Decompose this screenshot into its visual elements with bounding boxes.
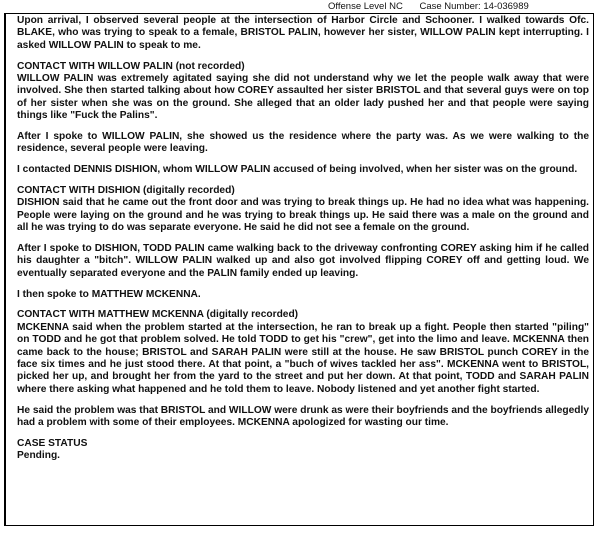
section-heading-case-status: CASE STATUS	[17, 437, 88, 449]
section-willow-palin	[17, 61, 589, 123]
case-number: Case Number: 14-036989	[419, 1, 529, 12]
paragraph-willow: WILLOW PALIN was extremely agitated saying she did not understand why we let the people walk away that were involved. She then started talking about how COREY assaulted her sister BRISTOL and that several guys were on top of her sister when she was on the ground. She alleged that an older lady pushed her and that people were saying things like "Fuck the Palins".	[17, 73, 589, 122]
section-heading-mckenna: CONTACT WITH MATTHEW MCKENNA (digitally recorded)	[17, 309, 299, 321]
case-status-value: Pending.	[17, 450, 61, 462]
section-heading-dishion: CONTACT WITH DISHION (digitally recorded)	[17, 185, 235, 197]
offense-level: Offense Level NC	[328, 1, 403, 12]
paragraph-todd-palin: After I spoke to DISHION, TODD PALIN came walking back to the driveway confronting COREY asking him if he called his daughter a "bitch". WILLOW PALIN walked up and also got involved flipping COREY off and getting loud. We eventually separated everyone and the PALIN family ended up leaving.	[17, 243, 589, 279]
section-case-status	[17, 438, 589, 463]
report-header	[328, 1, 596, 13]
report-narrative	[4, 13, 594, 526]
paragraph-mckenna-intro: I then spoke to MATTHEW MCKENNA.	[17, 288, 201, 300]
paragraph-problem-summary: He said the problem was that BRISTOL and WILLOW were drunk as were their boyfriends and the boyfriends allegedly had a problem with some of their employees. MCKENNA apologized for wasting our time.	[17, 404, 589, 429]
paragraph-mckenna: MCKENNA said when the problem started at the intersection, he ran to break up a fight. People then started "piling" on TODD and he got that problem solved. He told TODD to get his "crew", get into the limo and leave. MCKENNA then came back to the house; BRISTOL and SARAH PALIN were still at the house. He saw BRISTOL punch COREY in the face six times and he just stood there. At that point, a "buch of wives tackled her ass". MCKENNA went to BRISTOL, picked her up, and brought her from the yard to the street and put her down. At that point, TODD and SARAH PALIN where there asking what happened and he told them to leave. Nobody listened and yet another fight started.	[17, 321, 589, 395]
section-mckenna	[17, 309, 589, 396]
paragraph-dishion-contact: I contacted DENNIS DISHION, whom WILLOW PALIN accused of being involved, when her sister was on the ground.	[17, 164, 578, 176]
paragraph-dishion: DISHION said that he came out the front door and was trying to break things up. He had no idea what was happening. People were laying on the ground and he was trying to break things up. He said there was a male on the ground and all he was trying to do was separate everyone. He said he did not see a female on the ground.	[17, 197, 589, 234]
section-dishion	[17, 185, 589, 235]
paragraph-arrival: Upon arrival, I observed several people at the intersection of Harbor Circle and Schooner. I walked towards Ofc. BLAKE, who was trying to speak to a female, BRISTOL PALIN, however her sister, WILLOW PALIN kept interrupting. I asked WILLOW PALIN to speak to me.	[17, 15, 589, 51]
paragraph-residence: After I spoke to WILLOW PALIN, she showed us the residence where the party was. As we were walking to the residence, several people were leaving.	[17, 131, 589, 155]
section-heading-willow: CONTACT WITH WILLOW PALIN (not recorded)	[17, 60, 245, 72]
